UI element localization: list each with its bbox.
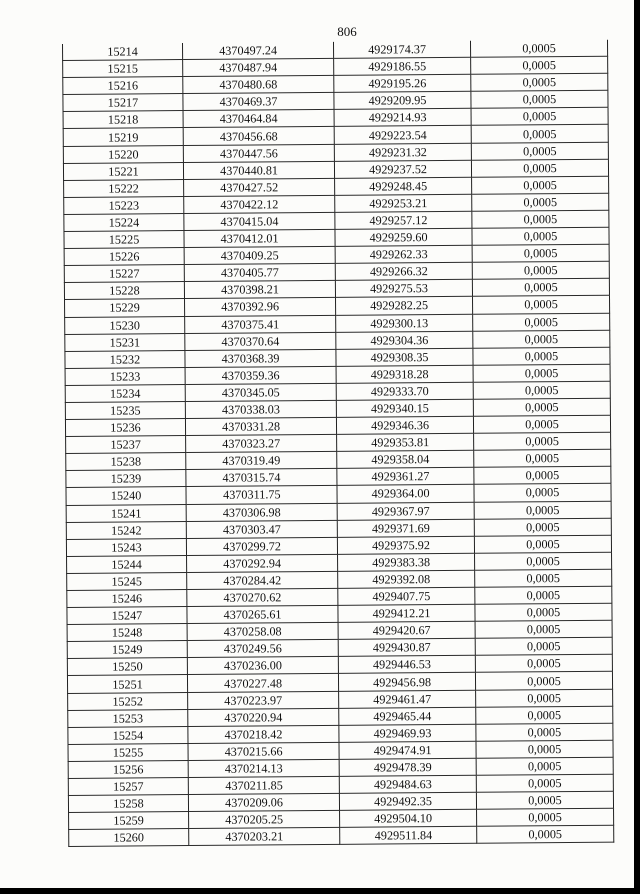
point-id-cell: 15257 — [68, 778, 188, 796]
point-id-cell: 15216 — [63, 77, 183, 95]
x-coordinate-cell: 4370345.05 — [185, 383, 336, 401]
y-coordinate-cell: 4929420.67 — [338, 621, 475, 639]
point-id-cell: 15240 — [66, 487, 186, 505]
point-id-cell: 15215 — [63, 60, 183, 78]
tolerance-cell: 0,0005 — [471, 73, 608, 91]
y-coordinate-cell: 4929461.47 — [339, 690, 476, 708]
point-id-cell: 15229 — [65, 299, 185, 317]
x-coordinate-cell: 4370440.81 — [183, 161, 334, 179]
x-coordinate-cell: 4370258.08 — [187, 623, 338, 641]
y-coordinate-cell: 4929259.60 — [335, 228, 472, 246]
x-coordinate-cell: 4370331.28 — [185, 417, 336, 435]
point-id-cell: 15239 — [66, 470, 186, 488]
y-coordinate-cell: 4929407.75 — [338, 587, 475, 605]
x-coordinate-cell: 4370398.21 — [184, 281, 335, 299]
page-number: 806 — [337, 24, 357, 39]
y-coordinate-cell: 4929231.32 — [334, 143, 471, 161]
x-coordinate-cell: 4370236.00 — [187, 657, 338, 675]
y-coordinate-cell: 4929361.27 — [337, 468, 474, 486]
y-coordinate-cell: 4929318.28 — [336, 365, 473, 383]
tolerance-cell: 0,0005 — [471, 56, 608, 74]
y-coordinate-cell: 4929333.70 — [336, 382, 473, 400]
point-id-cell: 15242 — [66, 521, 186, 539]
point-id-cell: 15253 — [68, 709, 188, 727]
x-coordinate-cell: 4370203.21 — [189, 828, 340, 846]
y-coordinate-cell: 4929262.33 — [335, 245, 472, 263]
x-coordinate-cell: 4370368.39 — [185, 349, 336, 367]
x-coordinate-cell: 4370306.98 — [186, 503, 337, 521]
y-coordinate-cell: 4929484.63 — [339, 775, 476, 793]
tolerance-cell: 0,0005 — [472, 210, 609, 228]
point-id-cell: 15220 — [63, 145, 183, 163]
tolerance-cell: 0,0005 — [475, 569, 612, 587]
x-coordinate-cell: 4370323.27 — [186, 435, 337, 453]
y-coordinate-cell: 4929195.26 — [334, 74, 471, 92]
x-coordinate-cell: 4370464.84 — [183, 110, 334, 128]
point-id-cell: 15221 — [63, 162, 183, 180]
tolerance-cell: 0,0005 — [473, 415, 610, 433]
x-coordinate-cell: 4370497.24 — [182, 42, 333, 60]
y-coordinate-cell: 4929367.97 — [337, 502, 474, 520]
tolerance-cell: 0,0005 — [470, 40, 607, 58]
tolerance-cell: 0,0005 — [473, 364, 610, 382]
point-id-cell: 15244 — [67, 555, 187, 573]
point-id-cell: 15228 — [64, 282, 184, 300]
y-coordinate-cell: 4929340.15 — [336, 399, 473, 417]
table-row — [69, 826, 614, 847]
tolerance-cell: 0,0005 — [475, 603, 612, 621]
point-id-cell: 15219 — [63, 128, 183, 146]
y-coordinate-cell: 4929186.55 — [334, 57, 471, 75]
y-coordinate-cell: 4929266.32 — [335, 263, 472, 281]
point-id-cell: 15254 — [68, 726, 188, 744]
point-id-cell: 15258 — [68, 795, 188, 813]
y-coordinate-cell: 4929456.98 — [338, 673, 475, 691]
point-id-cell: 15249 — [67, 641, 187, 659]
x-coordinate-cell: 4370405.77 — [184, 264, 335, 282]
tolerance-cell: 0,0005 — [472, 176, 609, 194]
tolerance-cell: 0,0005 — [471, 108, 608, 126]
x-coordinate-cell: 4370209.06 — [188, 793, 339, 811]
point-id-cell: 15227 — [64, 265, 184, 283]
tolerance-cell: 0,0005 — [475, 586, 612, 604]
tolerance-cell: 0,0005 — [473, 381, 610, 399]
point-id-cell: 15214 — [62, 43, 182, 61]
tolerance-cell: 0,0005 — [477, 826, 614, 844]
tolerance-cell: 0,0005 — [472, 227, 609, 245]
tolerance-cell: 0,0005 — [474, 432, 611, 450]
y-coordinate-cell: 4929214.93 — [334, 109, 471, 127]
tolerance-cell: 0,0005 — [475, 637, 612, 655]
tolerance-cell: 0,0005 — [474, 518, 611, 536]
tolerance-cell: 0,0005 — [471, 142, 608, 160]
y-coordinate-cell: 4929275.53 — [335, 280, 472, 298]
tolerance-cell: 0,0005 — [473, 398, 610, 416]
y-coordinate-cell: 4929223.54 — [334, 126, 471, 144]
coordinates-table — [62, 40, 614, 848]
point-id-cell: 15237 — [66, 436, 186, 454]
x-coordinate-cell: 4370223.97 — [188, 691, 339, 709]
y-coordinate-cell: 4929353.81 — [337, 433, 474, 451]
tolerance-cell: 0,0005 — [473, 347, 610, 365]
point-id-cell: 15217 — [63, 94, 183, 112]
tolerance-cell: 0,0005 — [474, 467, 611, 485]
tolerance-cell: 0,0005 — [475, 672, 612, 690]
x-coordinate-cell: 4370456.68 — [183, 127, 334, 145]
y-coordinate-cell: 4929253.21 — [335, 194, 472, 212]
tolerance-cell: 0,0005 — [476, 706, 613, 724]
x-coordinate-cell: 4370480.68 — [183, 76, 334, 94]
tolerance-cell: 0,0005 — [474, 501, 611, 519]
point-id-cell: 15235 — [65, 402, 185, 420]
x-coordinate-cell: 4370292.94 — [187, 554, 338, 572]
y-coordinate-cell: 4929478.39 — [339, 758, 476, 776]
point-id-cell: 15218 — [63, 111, 183, 129]
y-coordinate-cell: 4929504.10 — [340, 809, 477, 827]
point-id-cell: 15238 — [66, 453, 186, 471]
x-coordinate-cell: 4370422.12 — [184, 195, 335, 213]
y-coordinate-cell: 4929446.53 — [338, 656, 475, 674]
x-coordinate-cell: 4370359.36 — [185, 366, 336, 384]
tolerance-cell: 0,0005 — [472, 261, 609, 279]
x-coordinate-cell: 4370311.75 — [186, 486, 337, 504]
point-id-cell: 15226 — [64, 248, 184, 266]
tolerance-cell: 0,0005 — [471, 159, 608, 177]
tolerance-cell: 0,0005 — [471, 125, 608, 143]
tolerance-cell: 0,0005 — [472, 193, 609, 211]
tolerance-cell: 0,0005 — [474, 449, 611, 467]
point-id-cell: 15245 — [67, 572, 187, 590]
tolerance-cell: 0,0005 — [476, 774, 613, 792]
y-coordinate-cell: 4929375.92 — [337, 536, 474, 554]
point-id-cell: 15232 — [65, 350, 185, 368]
x-coordinate-cell: 4370315.74 — [186, 469, 337, 487]
y-coordinate-cell: 4929300.13 — [336, 314, 473, 332]
x-coordinate-cell: 4370409.25 — [184, 246, 335, 264]
tolerance-cell: 0,0005 — [476, 723, 613, 741]
tolerance-cell: 0,0005 — [476, 791, 613, 809]
y-coordinate-cell: 4929511.84 — [340, 827, 477, 845]
point-id-cell: 15223 — [64, 196, 184, 214]
y-coordinate-cell: 4929248.45 — [335, 177, 472, 195]
point-id-cell: 15234 — [65, 384, 185, 402]
point-id-cell: 15222 — [64, 179, 184, 197]
point-id-cell: 15252 — [68, 692, 188, 710]
y-coordinate-cell: 4929174.37 — [333, 41, 470, 59]
x-coordinate-cell: 4370375.41 — [185, 315, 336, 333]
point-id-cell: 15260 — [69, 829, 189, 847]
x-coordinate-cell: 4370415.04 — [184, 212, 335, 230]
tolerance-cell: 0,0005 — [475, 655, 612, 673]
point-id-cell: 15230 — [65, 316, 185, 334]
x-coordinate-cell: 4370427.52 — [184, 178, 335, 196]
x-coordinate-cell: 4370220.94 — [188, 708, 339, 726]
tolerance-cell: 0,0005 — [472, 244, 609, 262]
point-id-cell: 15255 — [68, 743, 188, 761]
tolerance-cell: 0,0005 — [476, 757, 613, 775]
point-id-cell: 15250 — [67, 658, 187, 676]
point-id-cell: 15243 — [66, 538, 186, 556]
y-coordinate-cell: 4929412.21 — [338, 604, 475, 622]
point-id-cell: 15256 — [68, 760, 188, 778]
point-id-cell: 15246 — [67, 590, 187, 608]
tolerance-cell: 0,0005 — [476, 689, 613, 707]
y-coordinate-cell: 4929469.93 — [339, 724, 476, 742]
y-coordinate-cell: 4929358.04 — [337, 451, 474, 469]
point-id-cell: 15248 — [67, 624, 187, 642]
point-id-cell: 15241 — [66, 504, 186, 522]
point-id-cell: 15236 — [65, 419, 185, 437]
y-coordinate-cell: 4929257.12 — [335, 211, 472, 229]
y-coordinate-cell: 4929346.36 — [336, 416, 473, 434]
x-coordinate-cell: 4370265.61 — [187, 605, 338, 623]
y-coordinate-cell: 4929492.35 — [339, 792, 476, 810]
y-coordinate-cell: 4929371.69 — [337, 519, 474, 537]
point-id-cell: 15225 — [64, 231, 184, 249]
y-coordinate-cell: 4929383.38 — [338, 553, 475, 571]
x-coordinate-cell: 4370211.85 — [188, 776, 339, 794]
x-coordinate-cell: 4370284.42 — [187, 571, 338, 589]
tolerance-cell: 0,0005 — [476, 740, 613, 758]
x-coordinate-cell: 4370249.56 — [187, 640, 338, 658]
x-coordinate-cell: 4370214.13 — [188, 759, 339, 777]
point-id-cell: 15224 — [64, 213, 184, 231]
x-coordinate-cell: 4370227.48 — [187, 674, 338, 692]
y-coordinate-cell: 4929304.36 — [336, 331, 473, 349]
tolerance-cell: 0,0005 — [475, 620, 612, 638]
y-coordinate-cell: 4929209.95 — [334, 92, 471, 110]
x-coordinate-cell: 4370218.42 — [188, 725, 339, 743]
x-coordinate-cell: 4370487.94 — [183, 58, 334, 76]
y-coordinate-cell: 4929308.35 — [336, 348, 473, 366]
y-coordinate-cell: 4929364.00 — [337, 485, 474, 503]
tolerance-cell: 0,0005 — [473, 330, 610, 348]
x-coordinate-cell: 4370370.64 — [185, 332, 336, 350]
x-coordinate-cell: 4370215.66 — [188, 742, 339, 760]
tolerance-cell: 0,0005 — [474, 535, 611, 553]
y-coordinate-cell: 4929237.52 — [334, 160, 471, 178]
tolerance-cell: 0,0005 — [477, 808, 614, 826]
tolerance-cell: 0,0005 — [474, 484, 611, 502]
y-coordinate-cell: 4929282.25 — [336, 297, 473, 315]
tolerance-cell: 0,0005 — [472, 279, 609, 297]
y-coordinate-cell: 4929392.08 — [338, 570, 475, 588]
x-coordinate-cell: 4370319.49 — [186, 452, 337, 470]
y-coordinate-cell: 4929474.91 — [339, 741, 476, 759]
tolerance-cell: 0,0005 — [472, 296, 609, 314]
y-coordinate-cell: 4929465.44 — [339, 707, 476, 725]
point-id-cell: 15259 — [69, 812, 189, 830]
point-id-cell: 15233 — [65, 367, 185, 385]
x-coordinate-cell: 4370469.37 — [183, 93, 334, 111]
point-id-cell: 15247 — [67, 607, 187, 625]
x-coordinate-cell: 4370303.47 — [186, 520, 337, 538]
tolerance-cell: 0,0005 — [475, 552, 612, 570]
x-coordinate-cell: 4370338.03 — [185, 400, 336, 418]
x-coordinate-cell: 4370392.96 — [185, 298, 336, 316]
point-id-cell: 15231 — [65, 333, 185, 351]
x-coordinate-cell: 4370270.62 — [187, 588, 338, 606]
coordinates-table-body — [62, 40, 613, 847]
x-coordinate-cell: 4370299.72 — [186, 537, 337, 555]
y-coordinate-cell: 4929430.87 — [338, 639, 475, 657]
coordinates-table-wrapper — [62, 40, 614, 848]
point-id-cell: 15251 — [67, 675, 187, 693]
x-coordinate-cell: 4370412.01 — [184, 229, 335, 247]
tolerance-cell: 0,0005 — [473, 313, 610, 331]
x-coordinate-cell: 4370205.25 — [189, 811, 340, 829]
tolerance-cell: 0,0005 — [471, 90, 608, 108]
x-coordinate-cell: 4370447.56 — [183, 144, 334, 162]
